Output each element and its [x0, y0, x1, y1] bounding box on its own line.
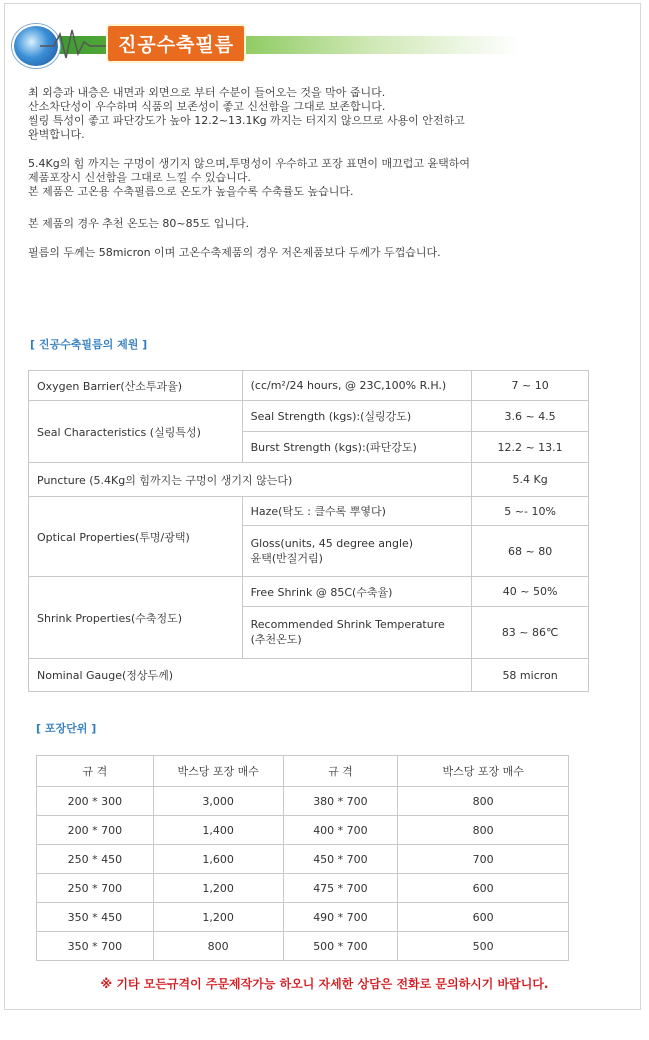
spec-label: Optical Properties(투명/광택)	[29, 497, 243, 577]
pack-size: 400 * 700	[283, 816, 398, 845]
pack-size: 200 * 300	[37, 787, 154, 816]
spec-condition	[242, 526, 472, 577]
spec-condition-line: 윤택(반질거림)	[250, 551, 323, 565]
pack-section-title: [ 포장단위 ]	[36, 722, 97, 735]
intro-paragraph-2	[28, 157, 618, 199]
pack-count: 1,600	[153, 845, 283, 874]
spec-condition-line: Recommended Shrink Temperature	[250, 618, 445, 631]
table-row	[37, 932, 569, 961]
intro-line: 최 외층과 내층은 내면과 외면으로 부터 수분이 들어오는 것을 막아 줍니다.	[28, 86, 386, 99]
table-row	[37, 787, 569, 816]
pack-table	[36, 755, 569, 961]
spec-value: 83 ~ 86℃	[472, 607, 589, 659]
spec-value: 68 ~ 80	[472, 526, 589, 577]
pack-size: 250 * 700	[37, 874, 154, 903]
table-row	[29, 371, 589, 401]
pack-count: 1,200	[153, 903, 283, 932]
table-row	[37, 845, 569, 874]
table-row	[37, 874, 569, 903]
pack-count: 800	[153, 932, 283, 961]
intro-line: 제품포장시 신선함을 그대로 느낄 수 있습니다.	[28, 171, 251, 184]
spec-condition: Haze(탁도 : 클수록 뿌옇다)	[242, 497, 472, 526]
intro-line: 씰링 특성이 좋고 파단강도가 높아 12.2~13.1Kg 까지는 터지지 않으므로 사용이 안전하고	[28, 114, 465, 127]
page-title: 진공수축필름	[106, 24, 246, 63]
order-notice: ※ 기타 모든규격이 주문제작가능 하오니 자세한 상담은 전화로 문의하시기 바랍니다.	[100, 977, 549, 991]
spec-label: Puncture (5.4Kg의 힘까지는 구멍이 생기지 않는다)	[29, 463, 472, 497]
pack-size: 200 * 700	[37, 816, 154, 845]
intro-line: 산소차단성이 우수하며 식품의 보존성이 좋고 신선함을 그대로 보존합니다.	[28, 100, 386, 113]
spec-value: 12.2 ~ 13.1	[472, 432, 589, 463]
spec-label: Nominal Gauge(정상두께)	[29, 659, 472, 692]
intro-line: 본 제품은 고온용 수축필름으로 온도가 높을수록 수축률도 높습니다.	[28, 185, 354, 198]
spec-label: Seal Characteristics (실링특성)	[29, 401, 243, 463]
spec-condition: Free Shrink @ 85C(수축율)	[242, 577, 472, 607]
table-header-row	[37, 756, 569, 787]
spec-label: Shrink Properties(수축정도)	[29, 577, 243, 659]
spec-value: 58 micron	[472, 659, 589, 692]
table-row	[29, 401, 589, 432]
pack-size: 500 * 700	[283, 932, 398, 961]
spec-condition	[242, 607, 472, 659]
pack-count: 800	[398, 816, 569, 845]
spec-condition: (cc/m²/24 hours, @ 23C,100% R.H.)	[242, 371, 472, 401]
column-header: 박스당 포장 매수	[153, 756, 283, 787]
table-row	[37, 903, 569, 932]
spec-value: 3.6 ~ 4.5	[472, 401, 589, 432]
intro-line-temperature: 본 제품의 경우 추천 온도는 80~85도 입니다.	[28, 217, 250, 230]
pack-count: 1,400	[153, 816, 283, 845]
spec-value: 5 ~- 10%	[472, 497, 589, 526]
pack-count: 500	[398, 932, 569, 961]
spec-condition: Burst Strength (kgs):(파단강도)	[242, 432, 472, 463]
spec-value: 7 ~ 10	[472, 371, 589, 401]
spec-section-title: [ 진공수축필름의 제원 ]	[30, 338, 148, 351]
pack-size: 380 * 700	[283, 787, 398, 816]
intro-line: 5.4Kg의 힘 까지는 구멍이 생기지 않으며,투명성이 우수하고 포장 표면이 매끄럽고 윤택하여	[28, 157, 471, 170]
table-row	[29, 659, 589, 692]
intro-paragraph-1	[28, 86, 618, 142]
pack-size: 350 * 700	[37, 932, 154, 961]
pack-count: 700	[398, 845, 569, 874]
pack-size: 350 * 450	[37, 903, 154, 932]
spec-condition: Seal Strength (kgs):(실링강도)	[242, 401, 472, 432]
table-row	[29, 577, 589, 607]
table-row	[37, 816, 569, 845]
spec-condition-line: Gloss(units, 45 degree angle)	[250, 536, 414, 550]
pack-size: 450 * 700	[283, 845, 398, 874]
spec-label: Oxygen Barrier(산소투과율)	[29, 371, 243, 401]
spec-value: 5.4 Kg	[472, 463, 589, 497]
table-row	[29, 497, 589, 526]
spec-table	[28, 370, 589, 692]
pack-count: 800	[398, 787, 569, 816]
spec-condition-line: (추천온도)	[250, 633, 302, 646]
intro-line: 완벽합니다.	[28, 128, 85, 141]
pack-count: 1,200	[153, 874, 283, 903]
intro-line-thickness: 필름의 두께는 58micron 이며 고온수축제품의 경우 저온제품보다 두께가 두껍습니다.	[28, 246, 441, 259]
pack-size: 250 * 450	[37, 845, 154, 874]
pack-size: 475 * 700	[283, 874, 398, 903]
table-row	[29, 463, 589, 497]
pack-count: 600	[398, 874, 569, 903]
column-header: 박스당 포장 매수	[398, 756, 569, 787]
column-header: 규 격	[37, 756, 154, 787]
spec-value: 40 ~ 50%	[472, 577, 589, 607]
pack-size: 490 * 700	[283, 903, 398, 932]
header-banner	[12, 22, 532, 68]
pack-count: 600	[398, 903, 569, 932]
column-header: 규 격	[283, 756, 398, 787]
pack-count: 3,000	[153, 787, 283, 816]
